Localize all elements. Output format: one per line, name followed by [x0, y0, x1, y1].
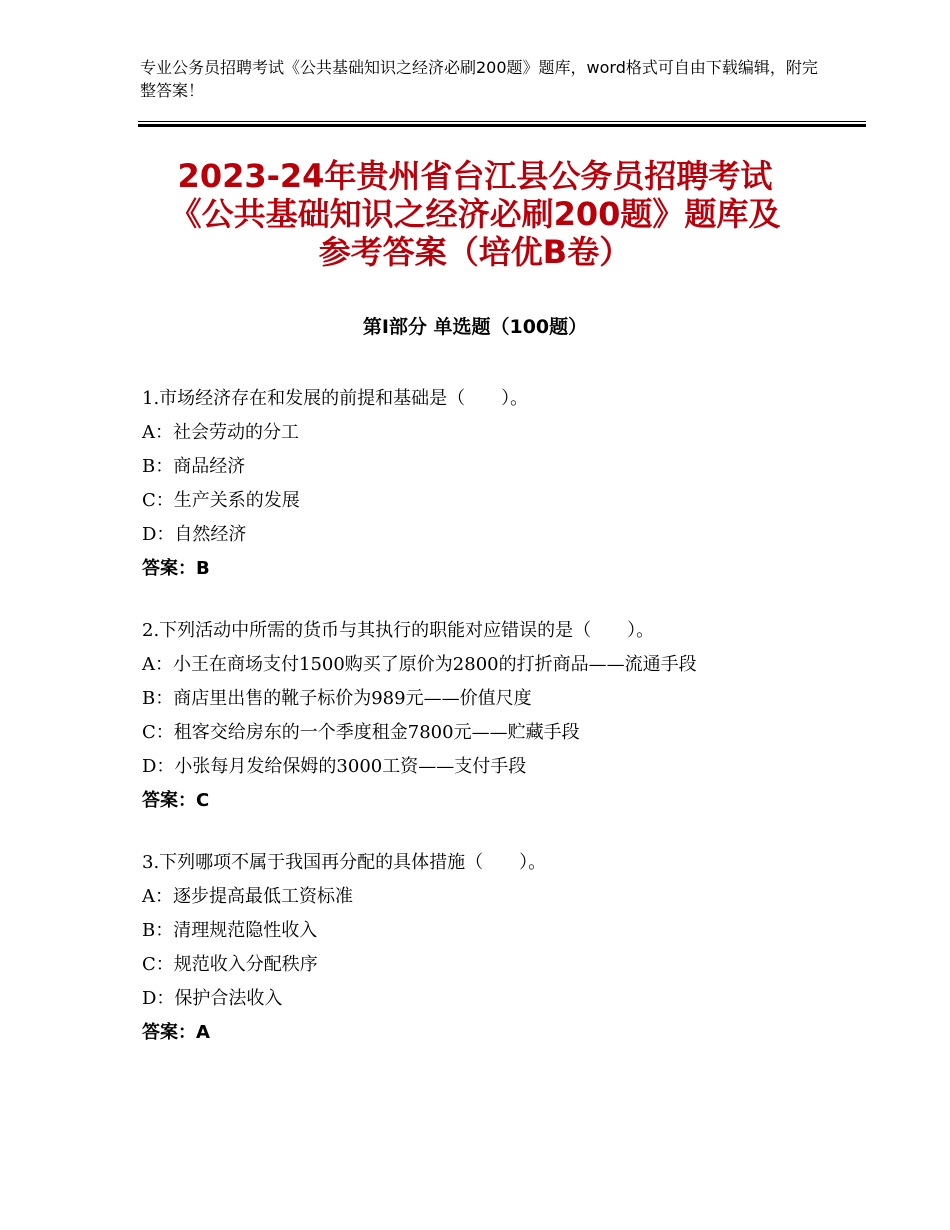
title-line-1: 2023-24年贵州省台江县公务员招聘考试	[177, 157, 773, 195]
document-title	[100, 157, 850, 271]
option-b: B：商品经济	[142, 456, 246, 477]
title-line-2: 《公共基础知识之经济必刷200题》题库及	[169, 195, 781, 233]
option-a: A：小王在商场支付1500购买了原价为2800的打折商品——流通手段	[142, 654, 697, 675]
answer-label: 答案：B	[142, 558, 210, 579]
question-list	[142, 382, 842, 1078]
section-heading: 第Ⅰ部分 单选题（100题）	[362, 316, 588, 338]
question-3	[142, 846, 842, 1050]
option-c: C：生产关系的发展	[142, 490, 300, 511]
question-stem: 2.下列活动中所需的货币与其执行的职能对应错误的是（ ）。	[142, 620, 655, 641]
option-c: C：规范收入分配秩序	[142, 954, 318, 975]
answer-label: 答案：A	[142, 1022, 210, 1043]
option-b: B：商店里出售的靴子标价为989元——价值尺度	[142, 688, 532, 709]
header-divider-thin	[138, 121, 866, 122]
option-d: D：保护合法收入	[142, 988, 283, 1009]
question-stem: 3.下列哪项不属于我国再分配的具体措施（ ）。	[142, 852, 547, 873]
option-c: C：租客交给房东的一个季度租金7800元——贮藏手段	[142, 722, 580, 743]
question-2	[142, 614, 842, 818]
header-divider-thick	[138, 124, 866, 127]
header-note: 专业公务员招聘考试《公共基础知识之经济必刷200题》题库，word格式可自由下载编辑，附完整答案！	[140, 58, 818, 100]
question-1	[142, 382, 842, 586]
option-d: D：小张每月发给保姆的3000工资——支付手段	[142, 756, 527, 777]
option-a: A：社会劳动的分工	[142, 422, 299, 443]
answer-label: 答案：C	[142, 790, 210, 811]
option-d: D：自然经济	[142, 524, 247, 545]
title-line-3: 参考答案（培优B卷）	[318, 233, 632, 271]
question-stem: 1.市场经济存在和发展的前提和基础是（ ）。	[142, 388, 529, 409]
option-b: B：清理规范隐性收入	[142, 920, 318, 941]
option-a: A：逐步提高最低工资标准	[142, 886, 353, 907]
